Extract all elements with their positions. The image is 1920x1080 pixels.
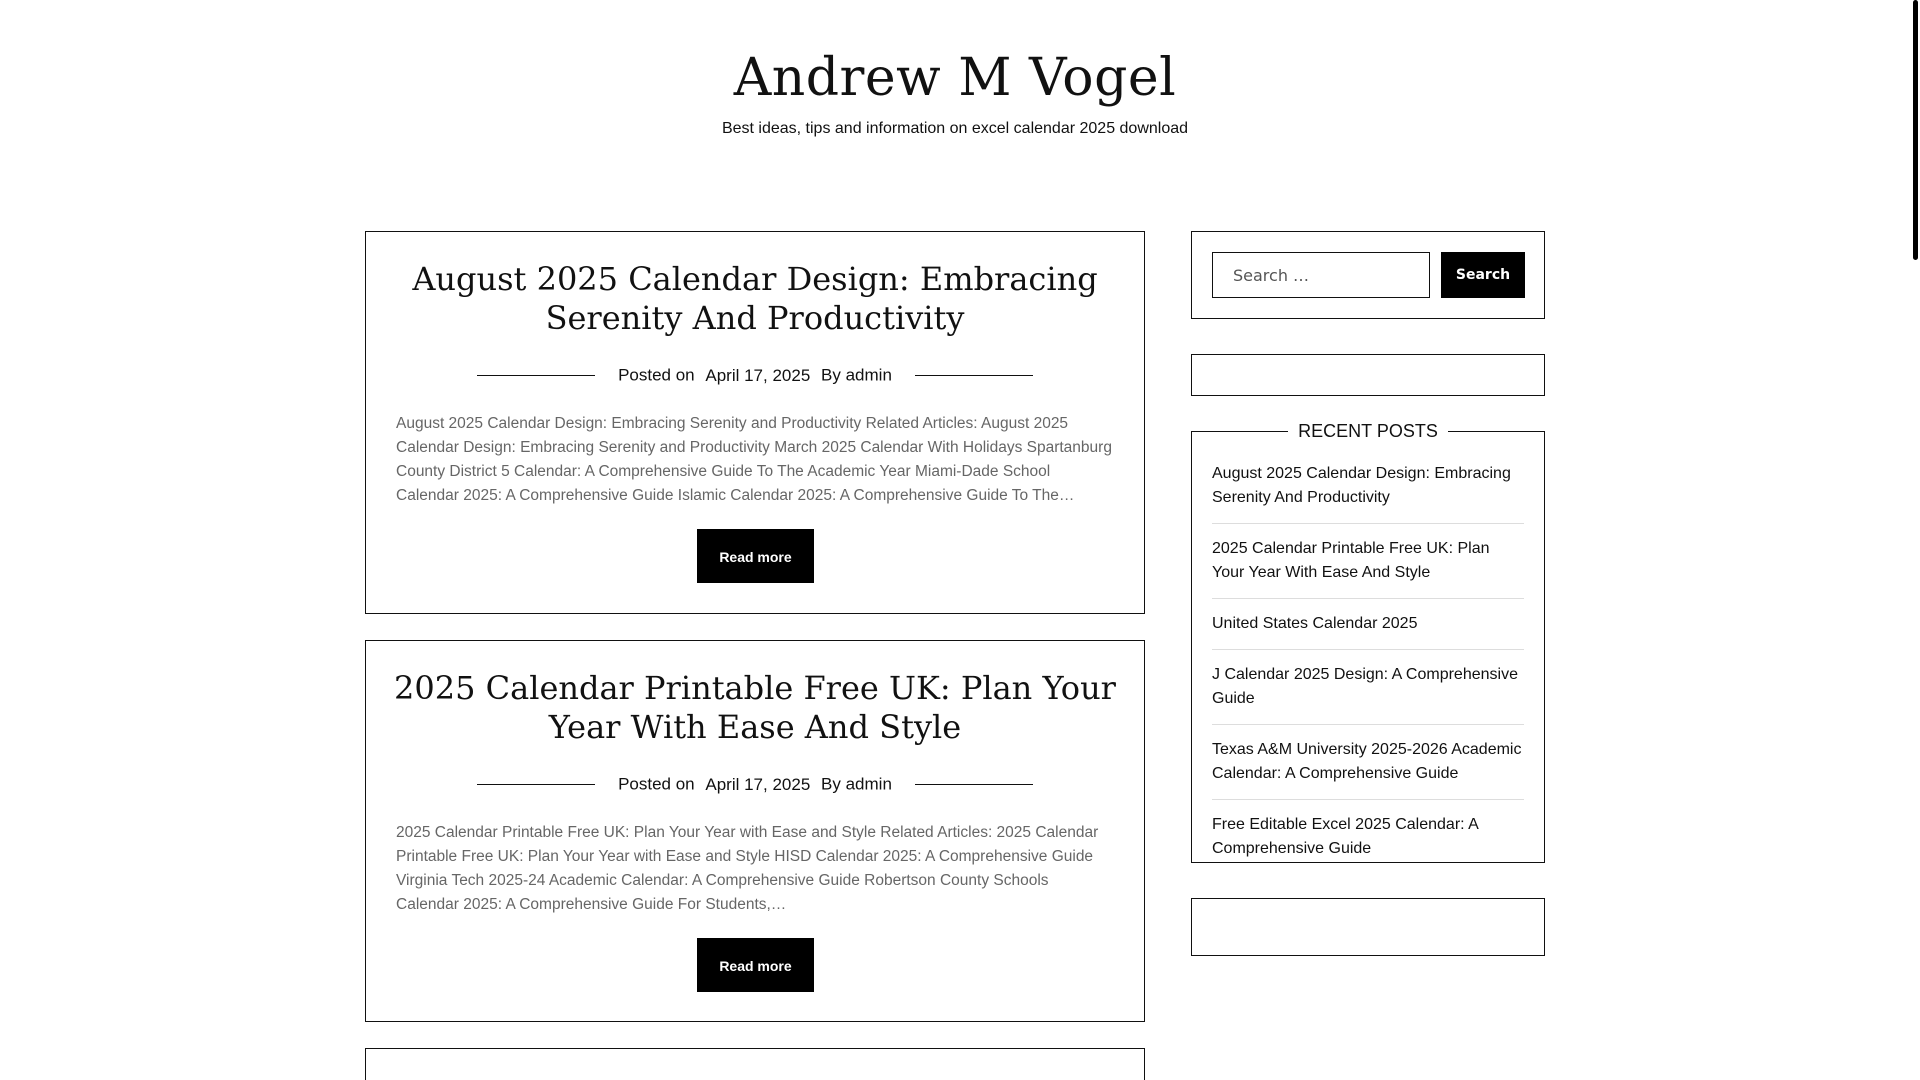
post-title[interactable]: 2025 Calendar Printable Free UK: Plan Your Year With Ease And Style — [394, 669, 1116, 746]
site-description: Best ideas, tips and information on excel calendar 2025 download — [721, 120, 1189, 137]
meta-divider-left — [477, 784, 595, 785]
recent-post-link[interactable]: J Calendar 2025 Design: A Comprehensive Guide — [1212, 650, 1524, 725]
post-title[interactable]: August 2025 Calendar Design: Embracing Serenity And Productivity — [412, 260, 1098, 337]
post-author[interactable]: admin — [845, 774, 892, 794]
scrollbar-thumb[interactable] — [1913, 0, 1918, 260]
widget-title — [1192, 419, 1544, 443]
meta-divider-right — [915, 784, 1033, 785]
meta-divider-right — [915, 375, 1033, 376]
recent-post-link[interactable]: United States Calendar 2025 — [1212, 599, 1524, 650]
post-card-partial — [365, 1048, 1145, 1080]
search-button[interactable]: Search — [1441, 252, 1525, 298]
scrollbar[interactable] — [1910, 0, 1920, 1080]
post-author[interactable]: admin — [845, 365, 892, 385]
post-date[interactable]: April 17, 2025 — [705, 774, 811, 794]
recent-posts-list — [1212, 462, 1524, 874]
search-input[interactable] — [1212, 252, 1430, 298]
post-excerpt: August 2025 Calendar Design: Embracing Serenity and Productivity Related Articles: August 2025 Calendar Design: Embracing Serenity and Productivity March 2025 Calendar With Holidays Spartanburg County District 5 Calendar: A Comprehensive Guide To The Academic Year Miami-Dade School Calendar 2025: A Comprehensive Guide Islamic Calendar 2025: A Comprehensive Guide To The… — [396, 415, 1112, 504]
recent-post-link[interactable]: Free Editable Excel 2025 Calendar: A Comprehensive Guide — [1212, 816, 1478, 857]
post-excerpt: 2025 Calendar Printable Free UK: Plan Your Year with Ease and Style Related Articles: 2025 Calendar Printable Free UK: Plan Your Year with Ease and Style HISD Calendar 2025: A Comprehensive Guide Virginia Tech 2025-24 Academic Calendar: A Comprehensive Guide Robertson County Schools Calendar 2025: A Comprehensive Guide For Students,… — [396, 824, 1099, 913]
by-label: By — [821, 365, 841, 385]
site-title[interactable]: Andrew M Vogel — [733, 48, 1177, 108]
recent-posts-title: RECENT POSTS — [1288, 419, 1448, 443]
empty-widget — [1191, 354, 1545, 396]
read-more-button[interactable]: Read more — [697, 938, 814, 992]
posted-on-label: Posted on — [618, 365, 695, 385]
post-date[interactable]: April 17, 2025 — [705, 365, 811, 385]
recent-post-link[interactable]: 2025 Calendar Printable Free UK: Plan Your Year With Ease And Style — [1212, 524, 1524, 599]
empty-widget — [1191, 898, 1545, 956]
recent-posts-widget — [1191, 421, 1545, 863]
recent-post-link[interactable]: August 2025 Calendar Design: Embracing Serenity And Productivity — [1212, 462, 1524, 524]
post-meta — [366, 364, 1144, 386]
recent-post-link[interactable]: Texas A&M University 2025-2026 Academic Calendar: A Comprehensive Guide — [1212, 725, 1524, 800]
post-card — [365, 231, 1145, 614]
by-label: By — [821, 774, 841, 794]
search-widget — [1191, 231, 1545, 319]
post-card — [365, 640, 1145, 1022]
posted-on-label: Posted on — [618, 774, 695, 794]
post-meta — [366, 773, 1144, 795]
read-more-button[interactable]: Read more — [697, 529, 814, 583]
meta-divider-left — [477, 375, 595, 376]
